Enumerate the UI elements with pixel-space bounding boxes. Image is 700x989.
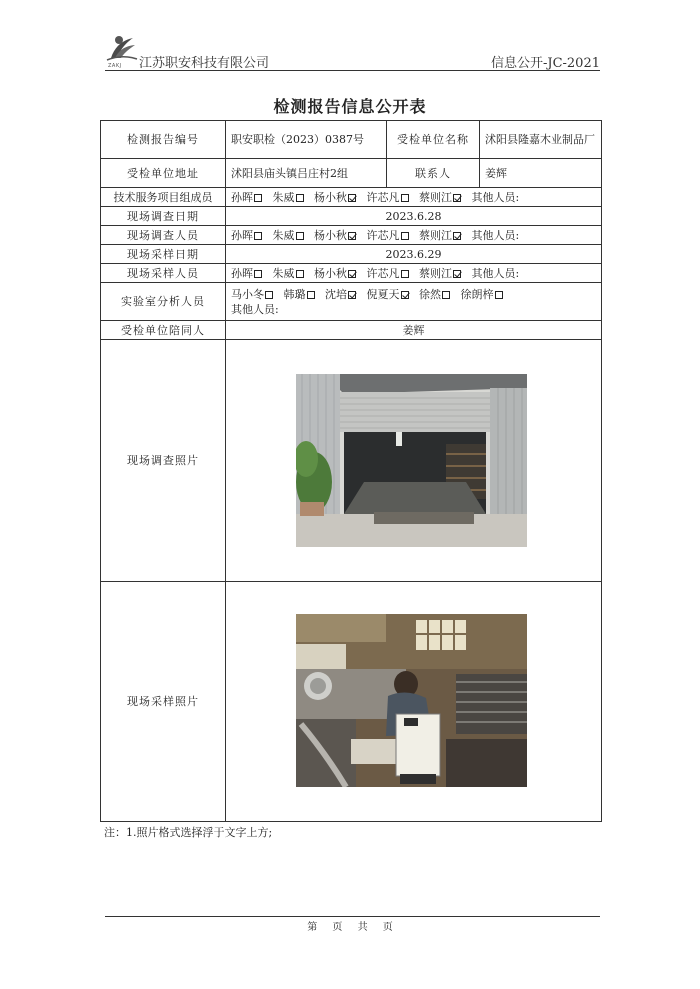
contact-value: 姜辉 bbox=[480, 159, 602, 188]
contact-label: 联系人 bbox=[387, 159, 480, 188]
survey-people-label: 现场调查人员 bbox=[101, 226, 226, 245]
table-row bbox=[101, 283, 602, 321]
report-no-value: 职安职检（2023）0387号 bbox=[226, 121, 387, 159]
address-value: 沭阳县庙头镇吕庄村2组 bbox=[226, 159, 387, 188]
checkbox[interactable] bbox=[401, 270, 409, 278]
tech-team-members: 孙晖 朱威 杨小秋 许芯凡 蔡则江 其他人员: bbox=[226, 188, 602, 207]
checkbox[interactable] bbox=[453, 194, 461, 202]
checkbox[interactable] bbox=[401, 232, 409, 240]
address-label: 受检单位地址 bbox=[101, 159, 226, 188]
table-row bbox=[101, 245, 602, 264]
checkbox[interactable] bbox=[296, 232, 304, 240]
checkbox[interactable] bbox=[348, 270, 356, 278]
checkbox[interactable] bbox=[307, 291, 315, 299]
table-row bbox=[101, 226, 602, 245]
checkbox[interactable] bbox=[348, 232, 356, 240]
page-header bbox=[105, 30, 600, 72]
survey-photo-label: 现场调查照片 bbox=[101, 340, 226, 582]
report-no-label: 检测报告编号 bbox=[101, 121, 226, 159]
table-row bbox=[101, 264, 602, 283]
checkbox[interactable] bbox=[453, 270, 461, 278]
table-row bbox=[101, 159, 602, 188]
checkbox[interactable] bbox=[254, 194, 262, 202]
footer-divider bbox=[105, 916, 600, 917]
survey-date-value: 2023.6.28 bbox=[226, 207, 602, 226]
sampling-date-value: 2023.6.29 bbox=[226, 245, 602, 264]
checkbox[interactable] bbox=[296, 270, 304, 278]
sampling-date-label: 现场采样日期 bbox=[101, 245, 226, 264]
survey-date-label: 现场调查日期 bbox=[101, 207, 226, 226]
sampling-people-label: 现场采样人员 bbox=[101, 264, 226, 283]
unit-name-value: 沭阳县隆嘉木业制品厂 bbox=[480, 121, 602, 159]
checkbox[interactable] bbox=[254, 232, 262, 240]
page-title: 检测报告信息公开表 bbox=[273, 97, 427, 116]
footnote: 注：1.照片格式选择浮于文字上方; bbox=[104, 826, 273, 839]
checkbox[interactable] bbox=[296, 194, 304, 202]
tech-team-label: 技术服务项目组成员 bbox=[101, 188, 226, 207]
lab-members: 马小冬 韩璐 沈培 倪夏天 徐然 徐朗梓 其他人员: bbox=[226, 283, 602, 321]
sampling-people-members: 孙晖 朱威 杨小秋 许芯凡 蔡则江 其他人员: bbox=[226, 264, 602, 283]
logo-text: ZAKJ bbox=[108, 63, 122, 69]
company-name: 江苏职安科技有限公司 bbox=[139, 56, 270, 71]
sampling-photo-label: 现场采样照片 bbox=[101, 582, 226, 822]
escort-label: 受检单位陪同人 bbox=[101, 321, 226, 340]
survey-photo bbox=[296, 374, 527, 547]
checkbox[interactable] bbox=[254, 270, 262, 278]
checkbox[interactable] bbox=[495, 291, 503, 299]
table-row bbox=[101, 207, 602, 226]
company-logo-icon bbox=[105, 32, 139, 70]
lab-label: 实验室分析人员 bbox=[101, 283, 226, 321]
page-number: 第 页 共 页 bbox=[307, 922, 393, 933]
checkbox[interactable] bbox=[453, 232, 461, 240]
escort-value: 姜辉 bbox=[226, 321, 602, 340]
unit-name-label: 受检单位名称 bbox=[387, 121, 480, 159]
checkbox[interactable] bbox=[348, 194, 356, 202]
table-row bbox=[101, 121, 602, 159]
checkbox[interactable] bbox=[442, 291, 450, 299]
checkbox[interactable] bbox=[401, 291, 409, 299]
checkbox[interactable] bbox=[265, 291, 273, 299]
checkbox[interactable] bbox=[348, 291, 356, 299]
document-code: 信息公开-JC-2021 bbox=[490, 56, 600, 71]
table-row bbox=[101, 321, 602, 340]
table-row bbox=[101, 188, 602, 207]
checkbox[interactable] bbox=[401, 194, 409, 202]
sampling-photo bbox=[296, 614, 527, 787]
header-divider bbox=[105, 70, 600, 71]
survey-people-members: 孙晖 朱威 杨小秋 许芯凡 蔡则江 其他人员: bbox=[226, 226, 602, 245]
